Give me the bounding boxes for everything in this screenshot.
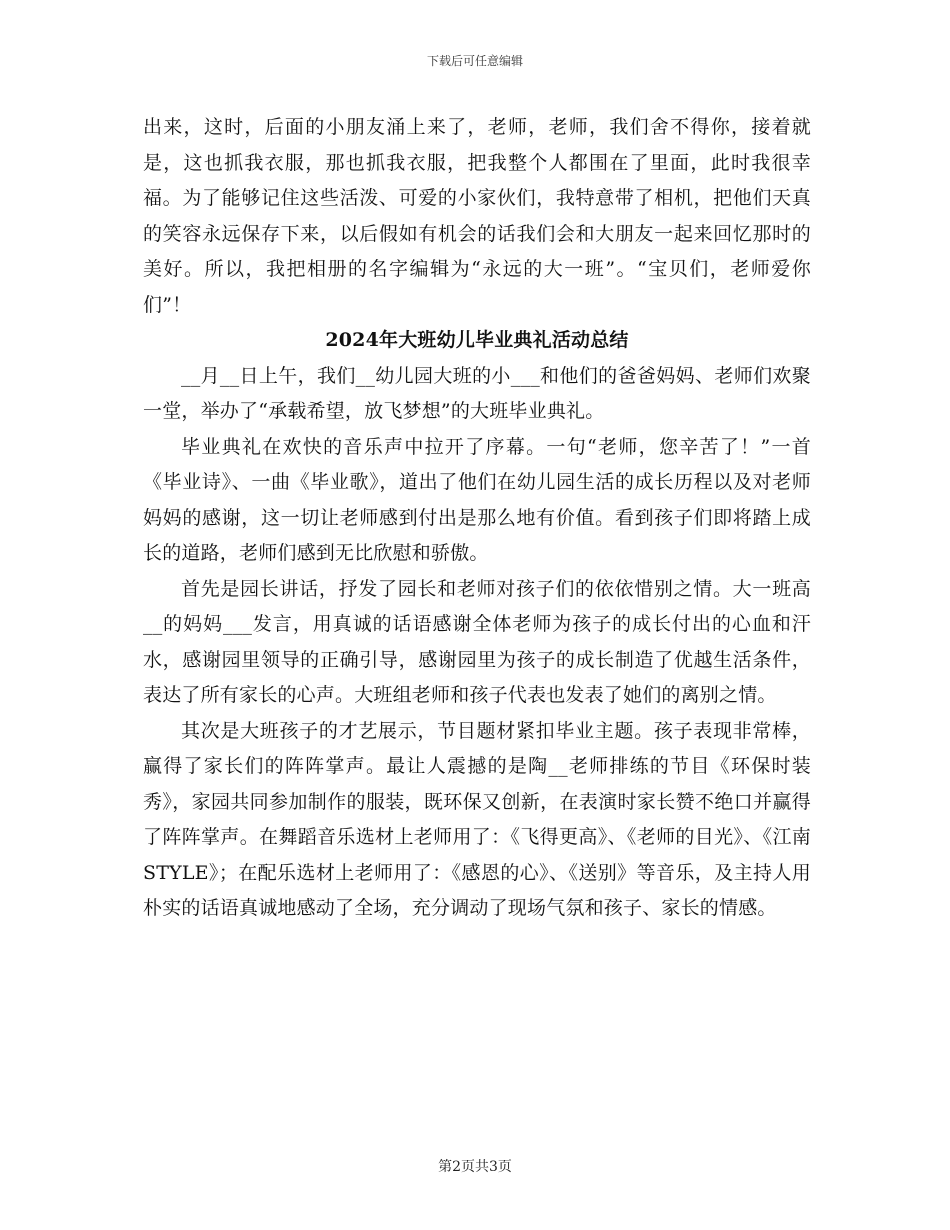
paragraph-2: 毕业典礼在欢快的音乐声中拉开了序幕。一句“老师，您辛苦了！”一首《毕业诗》、一曲《毕业歌》，道出了他们在幼儿园生活的成长历程以及对老师妈妈的感谢，这一切让老师感到付出是那么地有价值。看到孩子们即将踏上成长的道路，老师们感到无比欣慰和骄傲。 — [143, 435, 811, 564]
paragraph-1: __月__日上午，我们__幼儿园大班的小___和他们的爸爸妈妈、老师们欢聚一堂，举办了“承载希望，放飞梦想”的大班毕业典礼。 — [143, 364, 811, 422]
document-body — [143, 110, 811, 927]
document-title: 2024年大班幼儿毕业典礼活动总结 — [325, 329, 629, 351]
paragraph-3: 首先是园长讲话，抒发了园长和老师对孩子们的依依惜别之情。大一班高__的妈妈___发言，用真诚的话语感谢全体老师为孩子的成长付出的心血和汗水，感谢园里领导的正确引导，感谢园里为孩子的成长制造了优越生活条件，表达了所有家长的心声。大班组老师和孩子代表也发表了她们的离别之情。 — [143, 577, 811, 706]
page-footer: 第2页共3页 — [438, 1159, 512, 1175]
page-header: 下载后可任意编辑 — [426, 54, 523, 68]
paragraph-4: 其次是大班孩子的才艺展示，节目题材紧扣毕业主题。孩子表现非常棒，赢得了家长们的阵阵掌声。最让人震撼的是陶__老师排练的节目《环保时装秀》，家园共同参加制作的服装，既环保又创新，在表演时家长赞不绝口并赢得了阵阵掌声。在舞蹈音乐选材上老师用了：《飞得更高》、《老师的目光》、《江南STYLE》；在配乐选材上老师用了：《感恩的心》、《送别》等音乐，及主持人用朴实的话语真诚地感动了全场，充分调动了现场气氛和孩子、家长的情感。 — [143, 719, 811, 919]
continued-paragraph: 出来，这时，后面的小朋友涌上来了，老师，老师，我们舍不得你，接着就是，这也抓我衣服，那也抓我衣服，把我整个人都围在了里面，此时我很幸福。为了能够记住这些活泼、可爱的小家伙们，我特意带了相机，把他们天真的笑容永远保存下来，以后假如有机会的话我们会和大朋友一起来回忆那时的美好。所以，我把相册的名字编辑为“永远的大一班”。“宝贝们，老师爱你们”！ — [143, 116, 811, 316]
